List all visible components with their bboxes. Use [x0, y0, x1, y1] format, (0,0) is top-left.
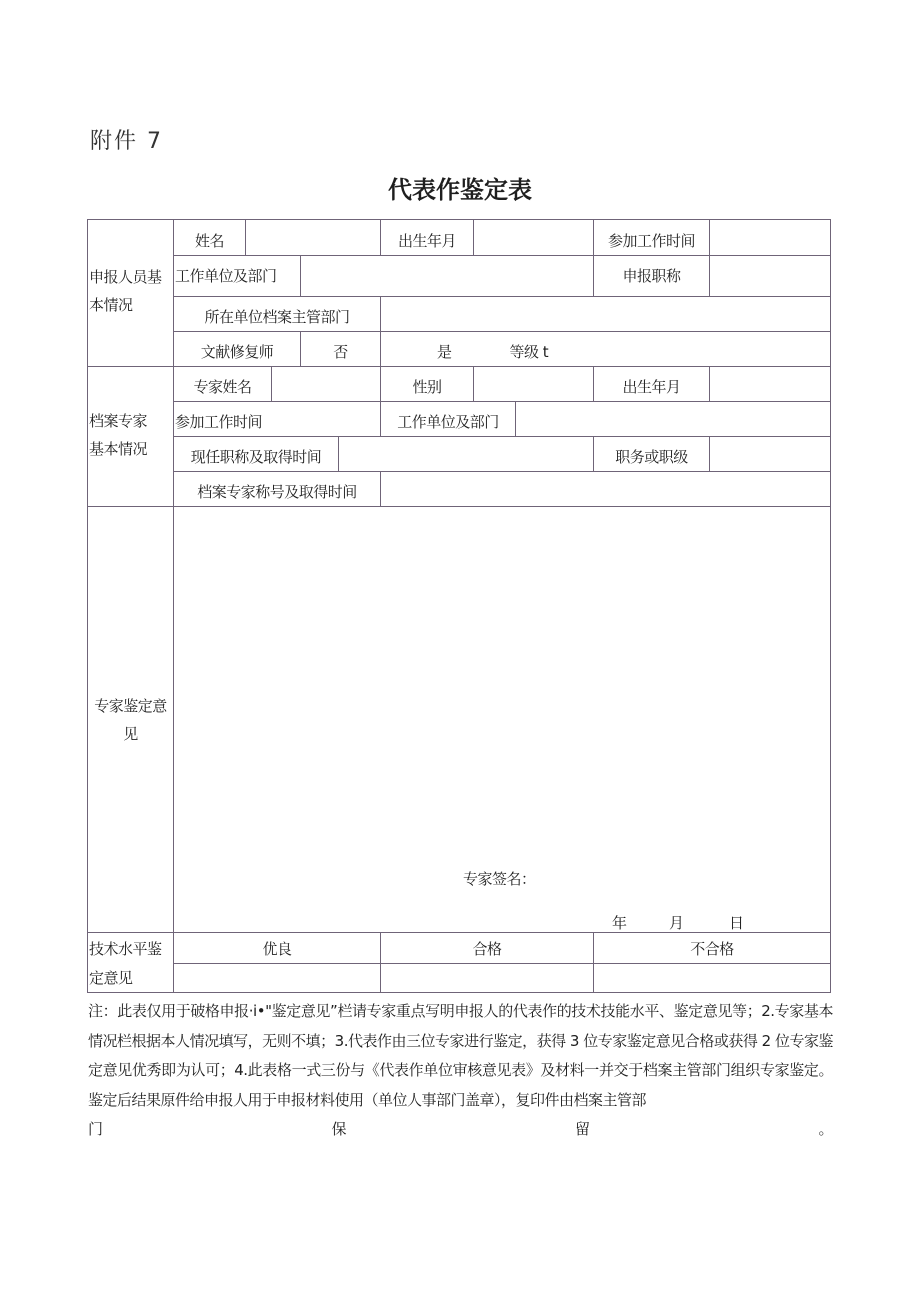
note: [88, 997, 833, 1145]
note-char: 留: [574, 1120, 590, 1138]
applicant-work-start-field[interactable]: [709, 219, 831, 256]
restorer-no-option[interactable]: 否: [300, 331, 381, 367]
label-honor: 档案专家称号及取得时间: [173, 471, 381, 507]
note-body: 注：此表仅用于破格申报·i•"鉴定意见”栏请专家重点写明申报人的代表作的技术技能水平、鉴定意见等；2.专家基本情况栏根据本人情况填写，无则不填；3.代表作由三位专家进行鉴定，获得 3 位专家鉴定意见合格或获得 2 位专家鉴定意见优秀即为认可；4.此表格一式三份与《代表作单位审核意见表》及材料一并交于档案主管部门组织专家鉴定。鉴定后结果原件给申报人用于申报材料使用（单位人事部门盖章），复印件由档案主管部: [88, 1002, 833, 1109]
restorer-grade[interactable]: 等级 t: [509, 343, 549, 361]
label-birth: 出生年月: [380, 219, 474, 256]
date-month: 月: [669, 914, 684, 932]
opinion-label: 专家鉴定意见: [87, 506, 174, 933]
label-position: 职务或职级: [593, 436, 710, 472]
expert-name-field[interactable]: [271, 366, 381, 402]
label-title-applied: 申报职称: [593, 255, 710, 297]
label-gender: 性别: [380, 366, 474, 402]
signature-label: 专家签名：: [463, 870, 536, 888]
label-expert-unit: 工作单位及部门: [380, 401, 516, 437]
rating-label: 技术水平鉴定意见: [87, 932, 174, 993]
current-title-field[interactable]: [338, 436, 594, 472]
label-unit: 工作单位及部门: [173, 255, 301, 297]
rating-pass-field[interactable]: [380, 963, 594, 993]
label-restorer: 文献修复师: [173, 331, 301, 367]
label-current-title: 现任职称及取得时间: [173, 436, 339, 472]
expert-unit-field[interactable]: [515, 401, 831, 437]
applicant-section-label: 申报人员基本情况: [87, 219, 174, 367]
date-day: 日: [729, 914, 744, 932]
position-field[interactable]: [709, 436, 831, 472]
expert-section-label: 档案专家基本情况: [87, 366, 174, 507]
note-char: 。: [818, 1120, 833, 1138]
applicant-unit-field[interactable]: [300, 255, 594, 297]
applicant-birth-field[interactable]: [473, 219, 594, 256]
label-expert-work-start: 参加工作时间: [173, 401, 381, 437]
date-year: 年: [612, 914, 627, 932]
label-archive-dept: 所在单位档案主管部门: [173, 296, 381, 332]
note-char: 门: [88, 1120, 103, 1138]
label-expert-birth: 出生年月: [593, 366, 710, 402]
label-work-start: 参加工作时间: [593, 219, 710, 256]
applicant-name-field[interactable]: [245, 219, 381, 256]
rating-fail-field[interactable]: [593, 963, 831, 993]
honor-field[interactable]: [380, 471, 831, 507]
applicant-title-field[interactable]: [709, 255, 831, 297]
rating-excellent: 优良: [173, 932, 381, 964]
label-name: 姓名: [173, 219, 246, 256]
note-char: 保: [331, 1120, 346, 1138]
expert-birth-field[interactable]: [709, 366, 831, 402]
label-expert-name: 专家姓名: [173, 366, 272, 402]
restorer-yes-option[interactable]: 是: [437, 343, 452, 361]
rating-excellent-field[interactable]: [173, 963, 381, 993]
expert-gender-field[interactable]: [473, 366, 594, 402]
attachment-label: 附件 7: [90, 129, 163, 154]
rating-pass: 合格: [380, 932, 594, 964]
page-title: 代表作鉴定表: [388, 176, 532, 204]
rating-fail: 不合格: [593, 932, 831, 964]
archive-dept-field[interactable]: [380, 296, 831, 332]
restorer-yes-cell: [380, 331, 831, 367]
note-last-line: [88, 1115, 833, 1145]
